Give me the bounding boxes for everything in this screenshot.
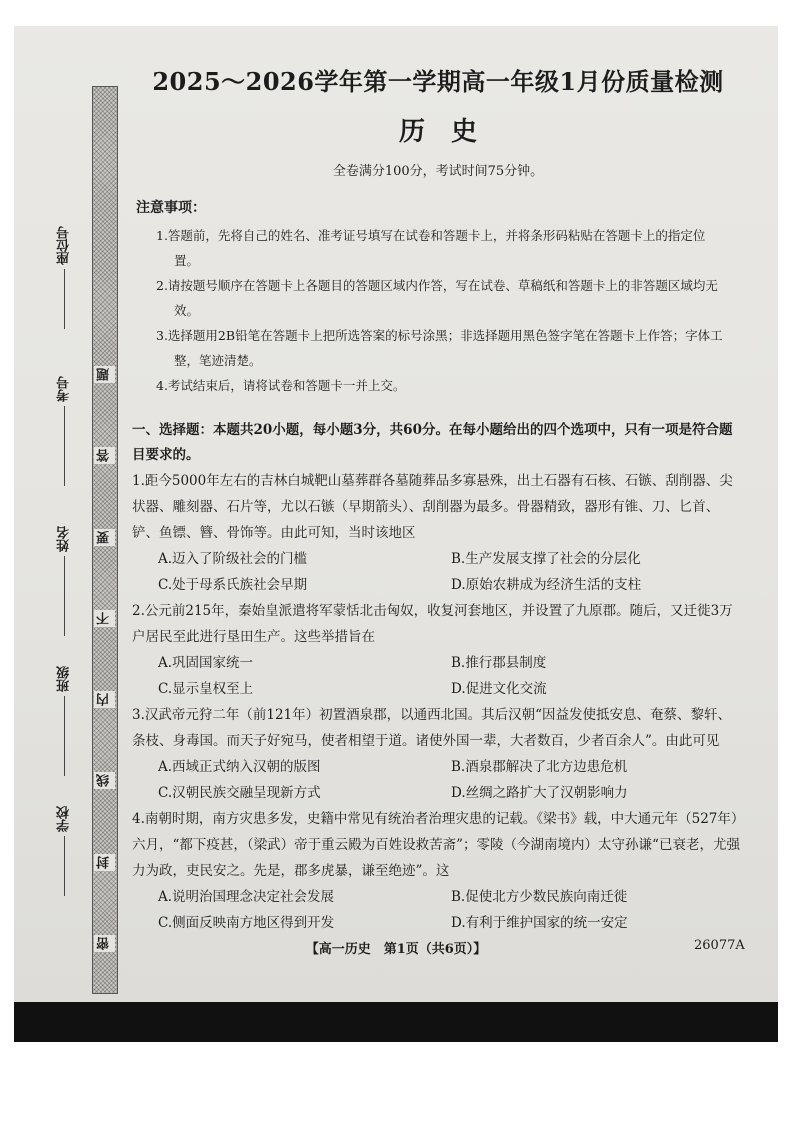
option: B.生产发展支撑了社会的分层化: [451, 551, 641, 567]
seal-char: 答: [94, 447, 115, 464]
seal-char: 封: [94, 854, 115, 871]
seal-char: 要: [94, 529, 115, 546]
exam-paper: [14, 26, 778, 1002]
question-stem: 2.公元前215年，秦始皇派遣将军蒙恬北击匈奴，收复河套地区，并设置了九原郡。随后，又迁徙3万户居民至此进行垦田生产。这些举措旨在: [132, 603, 733, 645]
field-label: 姓名: [56, 526, 72, 552]
fill-line: [64, 556, 65, 636]
fill-line: [64, 836, 65, 896]
field-school: [44, 806, 84, 896]
notice-list: [132, 223, 744, 398]
seal-char: 线: [94, 772, 115, 789]
question-options: [132, 884, 744, 936]
question-stem: 1.距今5000年左右的吉林白城靶山墓葬群各墓随葬品多寡悬殊，出土石器有石核、石镞、刮削器、尖状器、雕刻器、石片等，尤以石镞（早期箭头）、刮削器为最多。骨器精致，器形有锥、刀、匕首、铲、鱼镖、簪、骨饰等。由此可知，当时该地区: [132, 473, 733, 541]
option: A.迈入了阶级社会的门槛: [158, 551, 308, 567]
field-label: 座位号: [56, 226, 72, 265]
seal-char: 不: [94, 610, 115, 627]
fill-line: [64, 696, 65, 776]
field-label: 考号: [56, 376, 72, 402]
field-seat: [44, 226, 84, 329]
notice-item: 1.答题前，先将自己的姓名、准考证号填写在试卷和答题卡上，并将条形码粘贴在答题卡上的指定位置。: [156, 228, 706, 268]
field-class: [44, 666, 84, 776]
exam-info: 全卷满分100分，考试时间75分钟。: [332, 164, 544, 179]
question-options: [132, 754, 744, 806]
option: B.推行郡县制度: [451, 655, 547, 671]
question-options: [132, 546, 744, 598]
notice-item: 4.考试结束后，请将试卷和答题卡一并上交。: [156, 378, 406, 393]
question-options: [132, 650, 744, 702]
option: C.处于母系氏族社会早期: [158, 577, 308, 593]
fill-line: [64, 406, 65, 486]
binding-fields: [44, 226, 84, 886]
page-footer: 【高一历史 第1页（共6页）】: [305, 942, 487, 957]
option: D.丝绸之路扩大了汉朝影响力: [451, 785, 628, 801]
option: B.酒泉郡解决了北方边患危机: [451, 759, 628, 775]
notice-heading: 注意事项：: [136, 200, 206, 216]
photo-frame: [14, 26, 778, 1042]
option: A.西域正式纳入汉朝的版图: [158, 759, 321, 775]
seal-char: 内: [94, 691, 115, 708]
option: A.巩固国家统一: [158, 655, 254, 671]
paper-content: [132, 62, 744, 936]
option: A.说明治国理念决定社会发展: [158, 889, 335, 905]
option: B.促使北方少数民族向南迁徙: [451, 889, 628, 905]
option: D.促进文化交流: [451, 681, 547, 697]
option: C.侧面反映南方地区得到开发: [158, 915, 335, 931]
field-name: [44, 526, 84, 636]
subject-title: 历史: [398, 117, 503, 147]
option: D.原始农耕成为经济生活的支柱: [451, 577, 642, 593]
question-stem: 3.汉武帝元狩二年（前121年）初置酒泉郡，以通西北国。其后汉朝“因益发使抵安息、奄蔡、黎轩、条枝、身毒国。而天子好宛马，使者相望于道。诸使外国一辈，大者数百，少者百余人”。由此可见: [132, 707, 732, 749]
seal-line-text: [92, 86, 116, 992]
question-stem: 4.南朝时期，南方灾患多发，史籍中常见有统治者治理灾患的记载。《梁书》载，中大通元年（527年）六月，“都下疫甚，（梁武）帝于重云殿为百姓设救苦斋”；零陵（今湖南境内）太守孙谦“已衰老，尤强力为政，吏民安之。先是，郡多虎暴，谦至绝迹”。这: [132, 811, 740, 879]
option: C.汉朝民族交融呈现新方式: [158, 785, 321, 801]
field-label: 学校: [56, 806, 72, 832]
fill-line: [64, 269, 65, 329]
field-exam-number: [44, 376, 84, 486]
notice-item: 3.选择题用2B铅笔在答题卡上把所选答案的标号涂黑；非选择题用黑色签字笔在答题卡上作答；字体工整，笔迹清楚。: [156, 328, 723, 368]
exam-title: 2025～2026学年第一学期高一年级1月份质量检测: [152, 67, 724, 96]
paper-code: 26077A: [694, 938, 745, 953]
notice-item: 2.请按题号顺序在答题卡上各题目的答题区域内作答，写在试卷、草稿纸和答题卡上的非答题区域均无效。: [156, 278, 718, 318]
field-label: 班级: [56, 666, 72, 692]
option: C.显示皇权至上: [158, 681, 254, 697]
seal-char: 密: [94, 935, 115, 952]
photo-dark-edge: [14, 1002, 778, 1042]
section-heading: 一、选择题：本题共20小题，每小题3分，共60分。在每小题给出的四个选项中，只有一项是符合题目要求的。: [132, 422, 733, 463]
option: D.有利于维护国家的统一安定: [451, 915, 628, 931]
seal-char: 题: [94, 366, 115, 383]
